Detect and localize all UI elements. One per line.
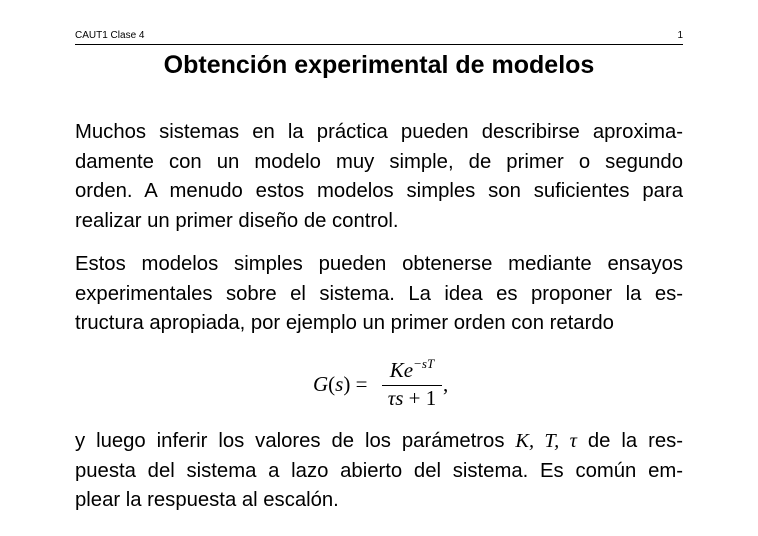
header-page-number: 1	[677, 30, 683, 41]
equation-numerator	[382, 358, 442, 383]
paragraph-3-line: plear la respuesta al escalón.	[75, 489, 339, 511]
transfer-function-equation	[0, 355, 758, 415]
paragraph-2-line: Estos modelos simples pueden obtenerse mediante ensayos	[75, 253, 683, 275]
paragraph-1-line: orden. A menudo estos modelos simples son suficientes para	[75, 180, 683, 202]
paragraph-3-line1-pre: y luego inferir los valores de los parámetros	[75, 430, 516, 452]
parameters-math: K, T, τ	[515, 430, 577, 452]
header-rule	[75, 44, 683, 45]
page-header	[75, 30, 683, 45]
equation-num-exponent: −sT	[413, 356, 435, 371]
paragraph-3-line	[75, 427, 683, 457]
paragraph-1	[75, 118, 683, 236]
equation-func-symbol: G	[313, 372, 329, 396]
header-course-label: CAUT1 Clase 4	[75, 30, 145, 41]
equation-close-equals: ) =	[343, 372, 368, 396]
paragraph-1-line: realizar un primer diseño de control.	[75, 209, 399, 232]
equation-den-rest: + 1	[403, 386, 437, 410]
equation-trailing-comma: ,	[443, 372, 449, 396]
paragraph-2	[75, 250, 683, 339]
page-title: Obtención experimental de modelos	[163, 51, 595, 79]
equation-lhs	[313, 372, 367, 397]
equation-fraction	[382, 355, 442, 415]
equation-den-tau: τs	[387, 386, 404, 410]
equation-var-symbol: s	[335, 372, 344, 396]
equation-open-paren: (	[328, 372, 336, 396]
equation-denominator	[382, 386, 442, 411]
equation-body	[313, 355, 453, 415]
paragraph-2-line: tructura apropiada, por ejemplo un primer orden con retardo	[75, 312, 614, 334]
paragraph-3-line1-post: de la res-	[576, 430, 684, 452]
paragraph-1-line: damente con un modelo muy simple, de primer o segundo	[75, 150, 683, 173]
paragraph-1-line: Muchos sistemas en la práctica pueden describirse aproxima-	[75, 121, 684, 143]
equation-num-main: Ke	[389, 358, 414, 382]
paragraph-3-line: puesta del sistema a lazo abierto del sistema. Es común em-	[75, 459, 684, 482]
paragraph-3	[75, 427, 683, 516]
paragraph-2-line: experimentales sobre el sistema. La idea es proponer la es-	[75, 282, 684, 305]
